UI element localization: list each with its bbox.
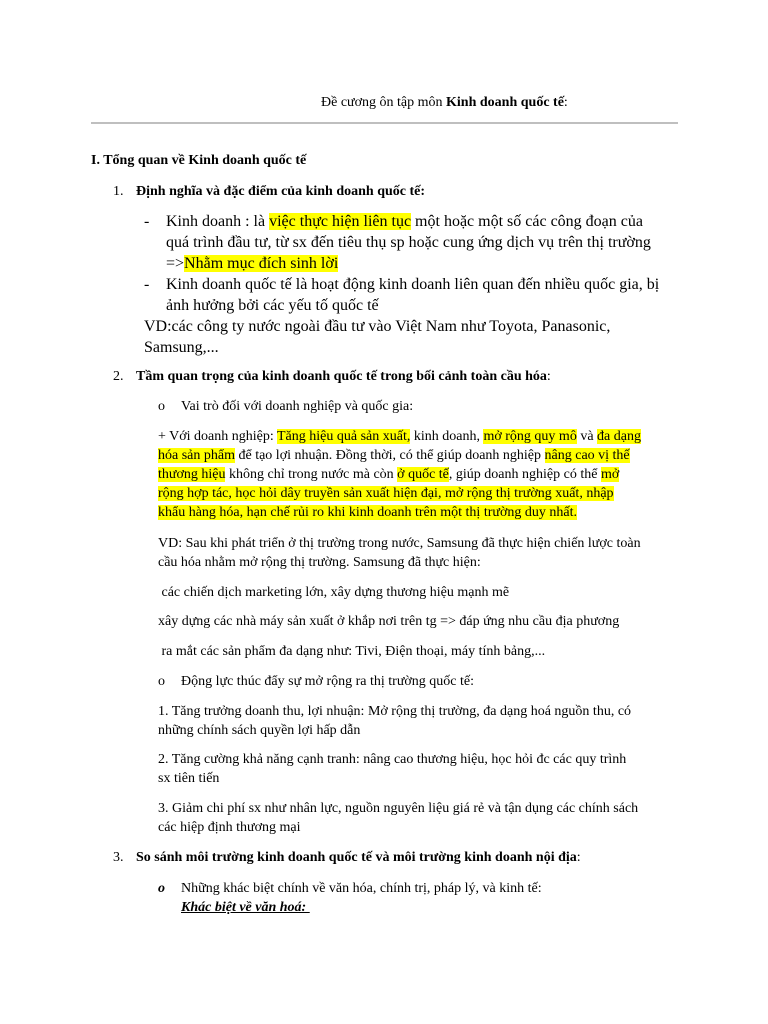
sub-heading: Những khác biệt chính về văn hóa, chính trị, pháp lý, và kinh tế: xyxy=(181,881,542,896)
para-line: 3. Giảm chi phí sx như nhân lực, nguồn nguyên liệu giá rẻ và tận dụng các chính sách xyxy=(158,801,639,816)
para-line: VD: Sau khi phát triển ở thị trường trong nước, Samsung đã thực hiện chiến lược toàn xyxy=(158,536,641,551)
para-line: ra mắt các sản phẩm đa dạng như: Tivi, Điện thoại, máy tính bảng,... xyxy=(158,644,546,659)
highlight: mở rộng quy mô xyxy=(483,429,577,444)
text-run: , giúp doanh nghiệp có thể xyxy=(448,467,601,482)
sub-heading: Động lực thúc đẩy sự mở rộng ra thị trường quốc tế: xyxy=(181,674,475,689)
text-run: để tạo lợi nhuận. Đồng thời, có thể giúp doanh nghiệp xyxy=(234,448,545,463)
para-line xyxy=(158,503,577,523)
highlight: thương hiệu xyxy=(158,467,226,482)
item-number: 3. xyxy=(113,850,124,865)
section-title: I. Tổng quan về Kinh doanh quốc tế xyxy=(91,153,307,168)
example-line: VD:các công ty nước ngoài đầu tư vào Việt Nam như Toyota, Panasonic, xyxy=(144,318,611,335)
para-line: 1. Tăng trưởng doanh thu, lợi nhuận: Mở rộng thị trường, đa dạng hoá nguồn thu, có xyxy=(158,704,632,719)
para-line: sx tiên tiến xyxy=(158,771,220,786)
para-line xyxy=(158,465,619,485)
para-line xyxy=(158,427,641,447)
sub-heading: Vai trò đối với doanh nghiệp và quốc gia: xyxy=(181,399,414,414)
bullet-dash: - xyxy=(144,276,150,293)
highlight: nâng cao vị thế xyxy=(544,448,630,463)
text-run: kinh doanh, xyxy=(410,429,484,444)
para-line: những chính sách quyền lợi hấp dẫn xyxy=(158,723,361,738)
bullet-line xyxy=(166,253,338,274)
sub-marker: o xyxy=(158,674,165,689)
highlight: mở xyxy=(600,467,620,482)
para-line xyxy=(158,484,614,504)
text-run: không chỉ trong nước mà còn xyxy=(225,467,398,482)
para-line: các chiến dịch marketing lớn, xây dựng thương hiệu mạnh mẽ xyxy=(158,585,510,600)
text-run: + Với doanh nghiệp: xyxy=(158,429,277,444)
text-run: So sánh môi trường kinh doanh quốc tế và môi trường kinh doanh nội địa xyxy=(136,850,577,865)
para-line: 2. Tăng cường khả năng cạnh tranh: nâng cao thương hiệu, học hỏi đc các quy trình xyxy=(158,752,627,767)
highlight: rộng hợp tác, học hỏi dây truyền sản xuất hiện đại, mở rộng thị trường xuất, nhập xyxy=(158,486,614,501)
header-divider xyxy=(91,122,678,124)
bullet-line xyxy=(166,211,643,232)
highlight: khẩu hàng hóa, hạn chế rủi ro khi kinh doanh trên một thị trường duy nhất. xyxy=(158,505,577,520)
sub-subheading: Khác biệt về văn hoá: xyxy=(181,900,310,915)
bullet-line: ảnh hưởng bởi các yếu tố quốc tế xyxy=(166,297,379,314)
text-run: một hoặc một số các công đoạn của xyxy=(411,213,643,230)
header-suffix: : xyxy=(563,95,568,110)
item-number: 2. xyxy=(113,369,124,384)
bullet-line: Kinh doanh quốc tế là hoạt động kinh doanh liên quan đến nhiều quốc gia, bị xyxy=(166,276,660,293)
highlight: việc thực hiện liên tục xyxy=(269,213,412,230)
para-line: cầu hóa nhằm mở rộng thị trường. Samsung đã thực hiện: xyxy=(158,555,481,570)
example-line: Samsung,... xyxy=(144,339,219,356)
text-run: => xyxy=(166,255,185,272)
text-run: : xyxy=(546,369,551,384)
para-line: các hiệp định thương mại xyxy=(158,820,301,835)
bullet-line: quá trình đầu tư, từ sx đến tiêu thụ sp hoặc cung ứng dịch vụ trên thị trường xyxy=(166,234,651,251)
item-title: Định nghĩa và đặc điểm của kinh doanh quốc tế: xyxy=(136,184,426,199)
item-title xyxy=(136,848,581,868)
highlight: hóa sản phẩm xyxy=(158,448,235,463)
text-run: Kinh doanh : là xyxy=(166,213,270,230)
para-line: xây dựng các nhà máy sản xuất ở khắp nơi trên tg => đáp ứng nhu cầu địa phương xyxy=(158,614,620,629)
sub-marker: o xyxy=(158,399,165,414)
item-number: 1. xyxy=(113,184,124,199)
highlight: Tăng hiệu quả sản xuất, xyxy=(277,429,411,444)
header-prefix: Đề cương ôn tập môn xyxy=(321,95,447,110)
highlight: Nhằm mục đích sinh lời xyxy=(184,255,339,272)
document-header xyxy=(321,93,568,113)
highlight: đa dạng xyxy=(597,429,641,444)
highlight: ở quốc tế xyxy=(397,467,449,482)
para-line xyxy=(158,446,630,466)
item-title xyxy=(136,367,551,387)
sub-marker: o xyxy=(158,881,165,896)
text-run: và xyxy=(576,429,598,444)
text-run: Tầm quan trọng của kinh doanh quốc tế trong bối cảnh toàn cầu hóa xyxy=(136,369,547,384)
text-run: : xyxy=(576,850,581,865)
bullet-dash: - xyxy=(144,213,150,230)
header-subject: Kinh doanh quốc tế xyxy=(446,95,564,110)
